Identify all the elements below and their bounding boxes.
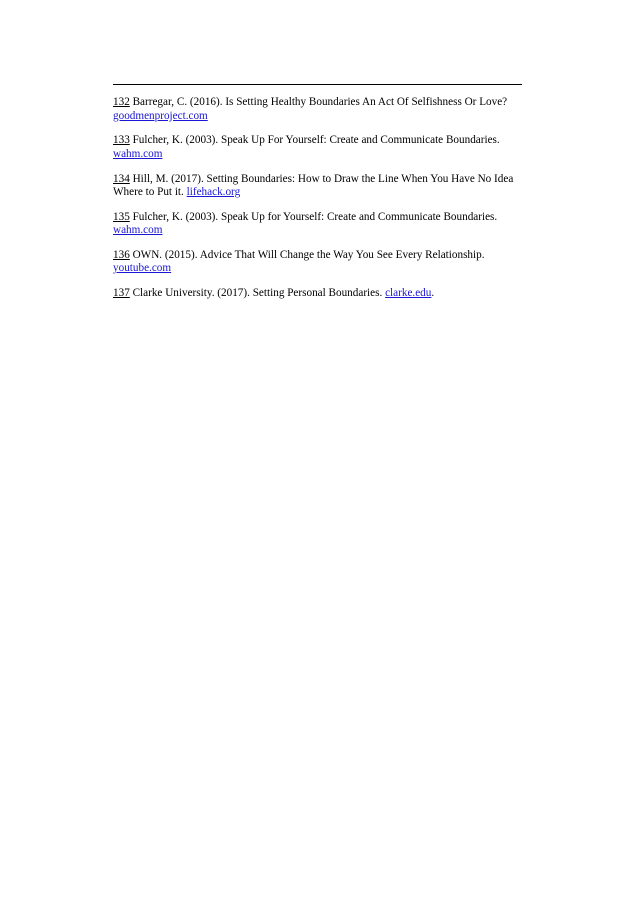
footnote-link[interactable]: goodmenproject.com — [113, 109, 208, 122]
footnote-text-before: OWN. (2015). Advice That Will Change the Way You See Every Relationship. — [132, 248, 485, 261]
footnote-area — [113, 84, 523, 311]
footnote-text-before: Fulcher, K. (2003). Speak Up for Yourself: Create and Communicate Boundaries. — [132, 210, 498, 223]
footnote-text-before: Hill, M. (2017). Setting Boundaries: How to Draw the Line When You Have No Idea Where to Put it. — [113, 172, 514, 199]
footnote-item — [113, 134, 523, 161]
footnote-item — [113, 173, 523, 200]
footnote-text-after: . — [431, 287, 435, 300]
footnote-number: 133 — [113, 134, 130, 147]
footnote-text-before: Clarke University. (2017). Setting Personal Boundaries. — [132, 287, 386, 300]
footnote-link[interactable]: lifehack.org — [186, 186, 241, 199]
footnote-item — [113, 249, 523, 276]
footnote-item — [113, 287, 523, 301]
footnote-link[interactable]: wahm.com — [113, 224, 163, 237]
footnote-number: 136 — [113, 248, 130, 261]
footnote-link[interactable]: clarke.edu — [385, 287, 432, 300]
footnote-number: 134 — [113, 172, 130, 185]
footnote-separator-rule — [113, 84, 522, 85]
footnote-number: 135 — [113, 210, 130, 223]
footnote-number: 132 — [113, 96, 130, 109]
footnote-link[interactable]: youtube.com — [113, 262, 172, 275]
footnote-link[interactable]: wahm.com — [113, 147, 163, 160]
footnote-text-before: Fulcher, K. (2003). Speak Up For Yourself: Create and Communicate Boundaries. — [132, 134, 500, 147]
footnote-number: 137 — [113, 287, 130, 300]
footnote-item — [113, 211, 523, 238]
footnote-text-before: Barregar, C. (2016). Is Setting Healthy Boundaries An Act Of Selfishness Or Love? — [132, 96, 508, 109]
footnote-item — [113, 96, 523, 123]
